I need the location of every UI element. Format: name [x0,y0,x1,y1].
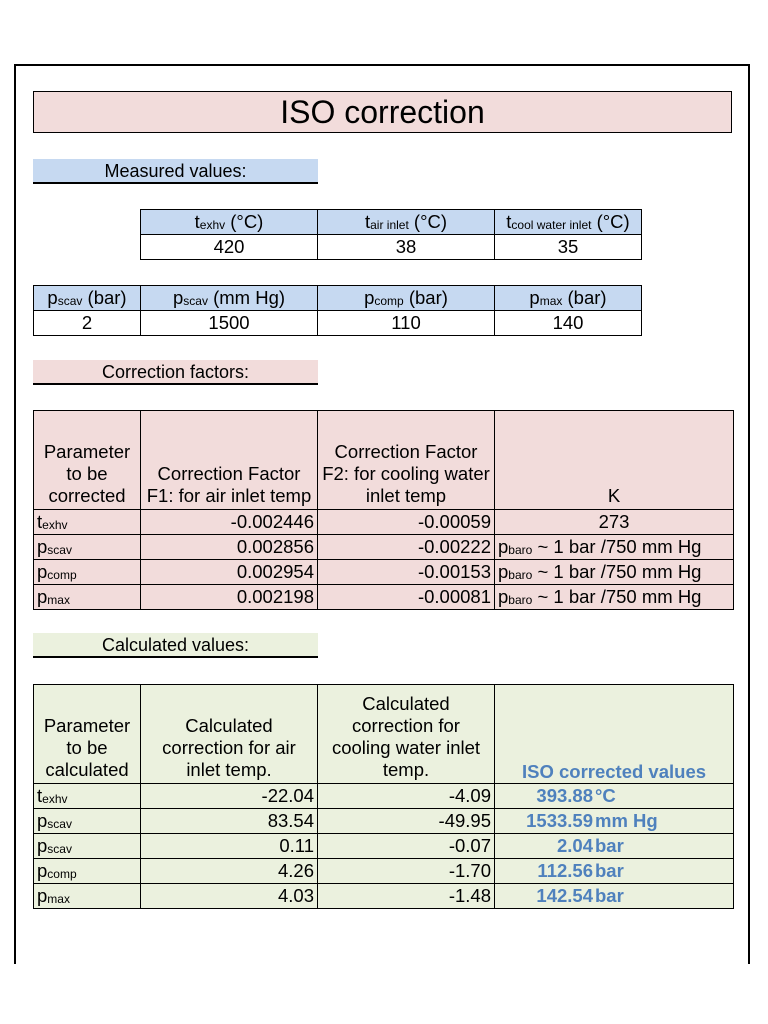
measured-temperatures-table [140,209,642,260]
f1-value: 0.002954 [141,560,318,585]
f1-value: -0.002446 [141,510,318,535]
value-p-comp: 110 [318,311,495,336]
air-correction: 0.11 [141,834,318,859]
iso-value [495,809,734,834]
param-label: $p_{comp}$ [34,560,141,585]
value-t-air-inlet: 38 [318,235,495,260]
header-iso-corrected: ISO corrected values [495,685,734,784]
k-value: $p_{baro}$ ~ 1 bar /750 mm Hg [495,585,734,610]
f1-value: 0.002198 [141,585,318,610]
section-measured-label: Measured values: [33,159,318,184]
section-correction-label: Correction factors: [33,360,318,385]
iso-value [495,859,734,884]
param-label: $p_{max}$ [34,884,141,909]
air-correction: 83.54 [141,809,318,834]
table-row [34,834,734,859]
iso-number: 142.54 [536,885,593,906]
iso-unit: °C [595,785,616,806]
table-row [34,809,734,834]
param-label: $p_{scav}$ [34,834,141,859]
header-t-cool-water-inlet: $t_{cool water inlet}$ (°C) [495,210,642,235]
value-t-exhv: 420 [141,235,318,260]
param-label: $p_{scav}$ [34,809,141,834]
header-correction-f1: Correction Factor F1: for air inlet temp [141,411,318,510]
param-label: $p_{scav}$ [34,535,141,560]
header-parameter-corrected: Parameter to be corrected [34,411,141,510]
f2-value: -0.00153 [318,560,495,585]
air-correction: -22.04 [141,784,318,809]
water-correction: -49.95 [318,809,495,834]
f1-value: 0.002856 [141,535,318,560]
f2-value: -0.00059 [318,510,495,535]
page-title: ISO correction [33,91,732,133]
table-row [34,510,734,535]
header-parameter-calculated: Parameter to be calculated [34,685,141,784]
water-correction: -1.70 [318,859,495,884]
table-row [34,560,734,585]
param-label: $p_{comp}$ [34,859,141,884]
value-t-cool-water-inlet: 35 [495,235,642,260]
iso-unit: mm Hg [595,810,658,831]
correction-factors-table [33,410,734,610]
iso-number: 2.04 [556,835,593,856]
iso-value [495,884,734,909]
f2-value: -0.00081 [318,585,495,610]
section-calculated-label: Calculated values: [33,633,318,658]
header-k: K [495,411,734,510]
header-t-air-inlet: $t_{air inlet}$ (°C) [318,210,495,235]
table-row [34,784,734,809]
value-p-scav-bar: 2 [34,311,141,336]
header-p-scav-bar: $p_{scav}$ (bar) [34,286,141,311]
iso-unit: bar [595,860,624,881]
iso-unit: bar [595,885,624,906]
table-row [34,859,734,884]
value-p-max: 140 [495,311,642,336]
air-correction: 4.03 [141,884,318,909]
iso-number: 112.56 [537,860,593,881]
header-p-comp: $p_{comp}$ (bar) [318,286,495,311]
water-correction: -1.48 [318,884,495,909]
k-value: $p_{baro}$ ~ 1 bar /750 mm Hg [495,560,734,585]
air-correction: 4.26 [141,859,318,884]
param-label: $t_{exhv}$ [34,784,141,809]
table-row [34,535,734,560]
iso-value [495,834,734,859]
k-value: $p_{baro}$ ~ 1 bar /750 mm Hg [495,535,734,560]
table-row [34,585,734,610]
param-label: $t_{exhv}$ [34,510,141,535]
table-row [34,884,734,909]
calculated-values-table [33,684,734,909]
water-correction: -0.07 [318,834,495,859]
iso-number: 393.88 [536,785,593,806]
measured-pressures-table [33,285,642,336]
iso-value [495,784,734,809]
header-p-max: $p_{max}$ (bar) [495,286,642,311]
header-calc-air: Calculated correction for air inlet temp. [141,685,318,784]
header-p-scav-mmhg: $p_{scav}$ (mm Hg) [141,286,318,311]
header-correction-f2: Correction Factor F2: for cooling water inlet temp [318,411,495,510]
header-calc-water: Calculated correction for cooling water inlet temp. [318,685,495,784]
k-value: 273 [495,510,734,535]
water-correction: -4.09 [318,784,495,809]
param-label: $p_{max}$ [34,585,141,610]
value-p-scav-mmhg: 1500 [141,311,318,336]
iso-number: 1533.59 [526,810,593,831]
header-t-exhv: $t_{exhv}$ (°C) [141,210,318,235]
f2-value: -0.00222 [318,535,495,560]
iso-unit: bar [595,835,624,856]
